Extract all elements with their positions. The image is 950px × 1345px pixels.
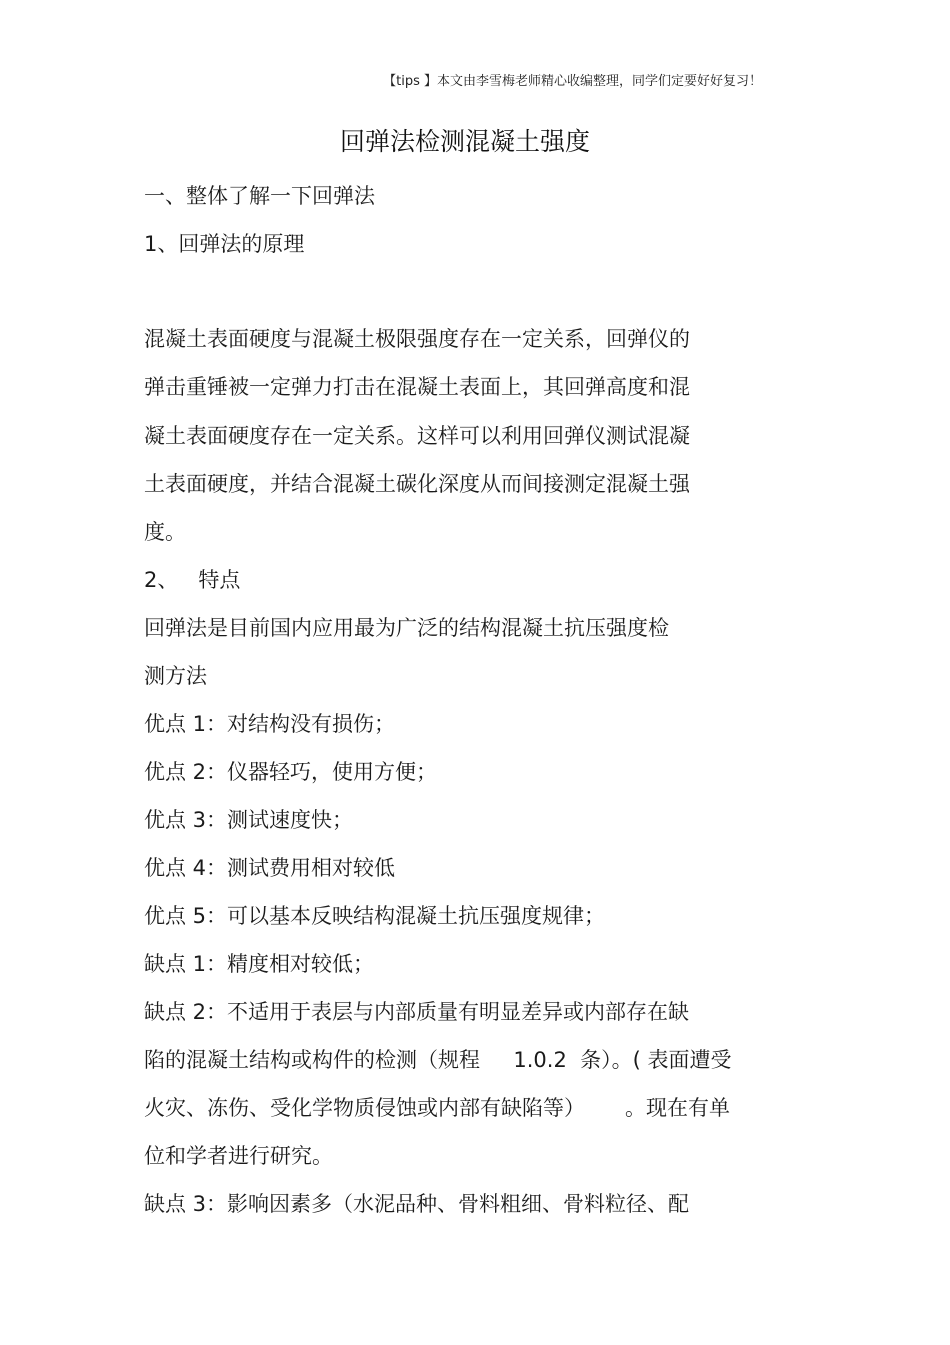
list-item: 火灾、冻伤、受化学物质侵蚀或内部有缺陷等） 。现在有单	[144, 1096, 731, 1120]
list-item: 缺点 3：影响因素多（水泥品种、骨料粗细、骨料粒径、配	[144, 1192, 690, 1216]
list-item: 缺点 1：精度相对较低；	[144, 952, 375, 976]
list-item: 位和学者进行研究。	[144, 1144, 333, 1168]
subsection-heading: 1、回弹法的原理	[144, 232, 305, 256]
list-item: 优点 2：仪器轻巧，使用方便；	[144, 760, 438, 784]
list-item: 缺点 2：不适用于表层与内部质量有明显差异或内部存在缺	[144, 1000, 690, 1024]
document-title: 回弹法检测混凝土强度	[339, 127, 590, 156]
subsection-heading: 2、 特点	[144, 568, 241, 592]
paragraph-line: 弹击重锤被一定弹力打击在混凝土表面上，其回弹高度和混	[144, 375, 690, 399]
paragraph-line: 度。	[144, 520, 186, 544]
paragraph-line: 凝土表面硬度存在一定关系。这样可以利用回弹仪测试混凝	[144, 424, 690, 448]
tips-header: 【tips 】本文由李雪梅老师精心收编整理，同学们定要好好复习！	[383, 74, 762, 89]
list-item: 优点 4：测试费用相对较低	[144, 856, 396, 880]
list-item: 陷的混凝土结构或构件的检测（规程 1.0.2 条）。( 表面遭受	[144, 1048, 732, 1072]
section-heading: 一、整体了解一下回弹法	[144, 184, 375, 208]
paragraph-line: 混凝土表面硬度与混凝土极限强度存在一定关系，回弹仪的	[144, 327, 690, 351]
paragraph-line: 回弹法是目前国内应用最为广泛的结构混凝土抗压强度检	[144, 616, 669, 640]
paragraph-line: 土表面硬度，并结合混凝土碳化深度从而间接测定混凝土强	[144, 472, 690, 496]
list-item: 优点 5：可以基本反映结构混凝土抗压强度规律；	[144, 904, 606, 928]
paragraph-line: 测方法	[144, 664, 207, 688]
list-item: 优点 1：对结构没有损伤；	[144, 712, 396, 736]
list-item: 优点 3：测试速度快；	[144, 808, 354, 832]
